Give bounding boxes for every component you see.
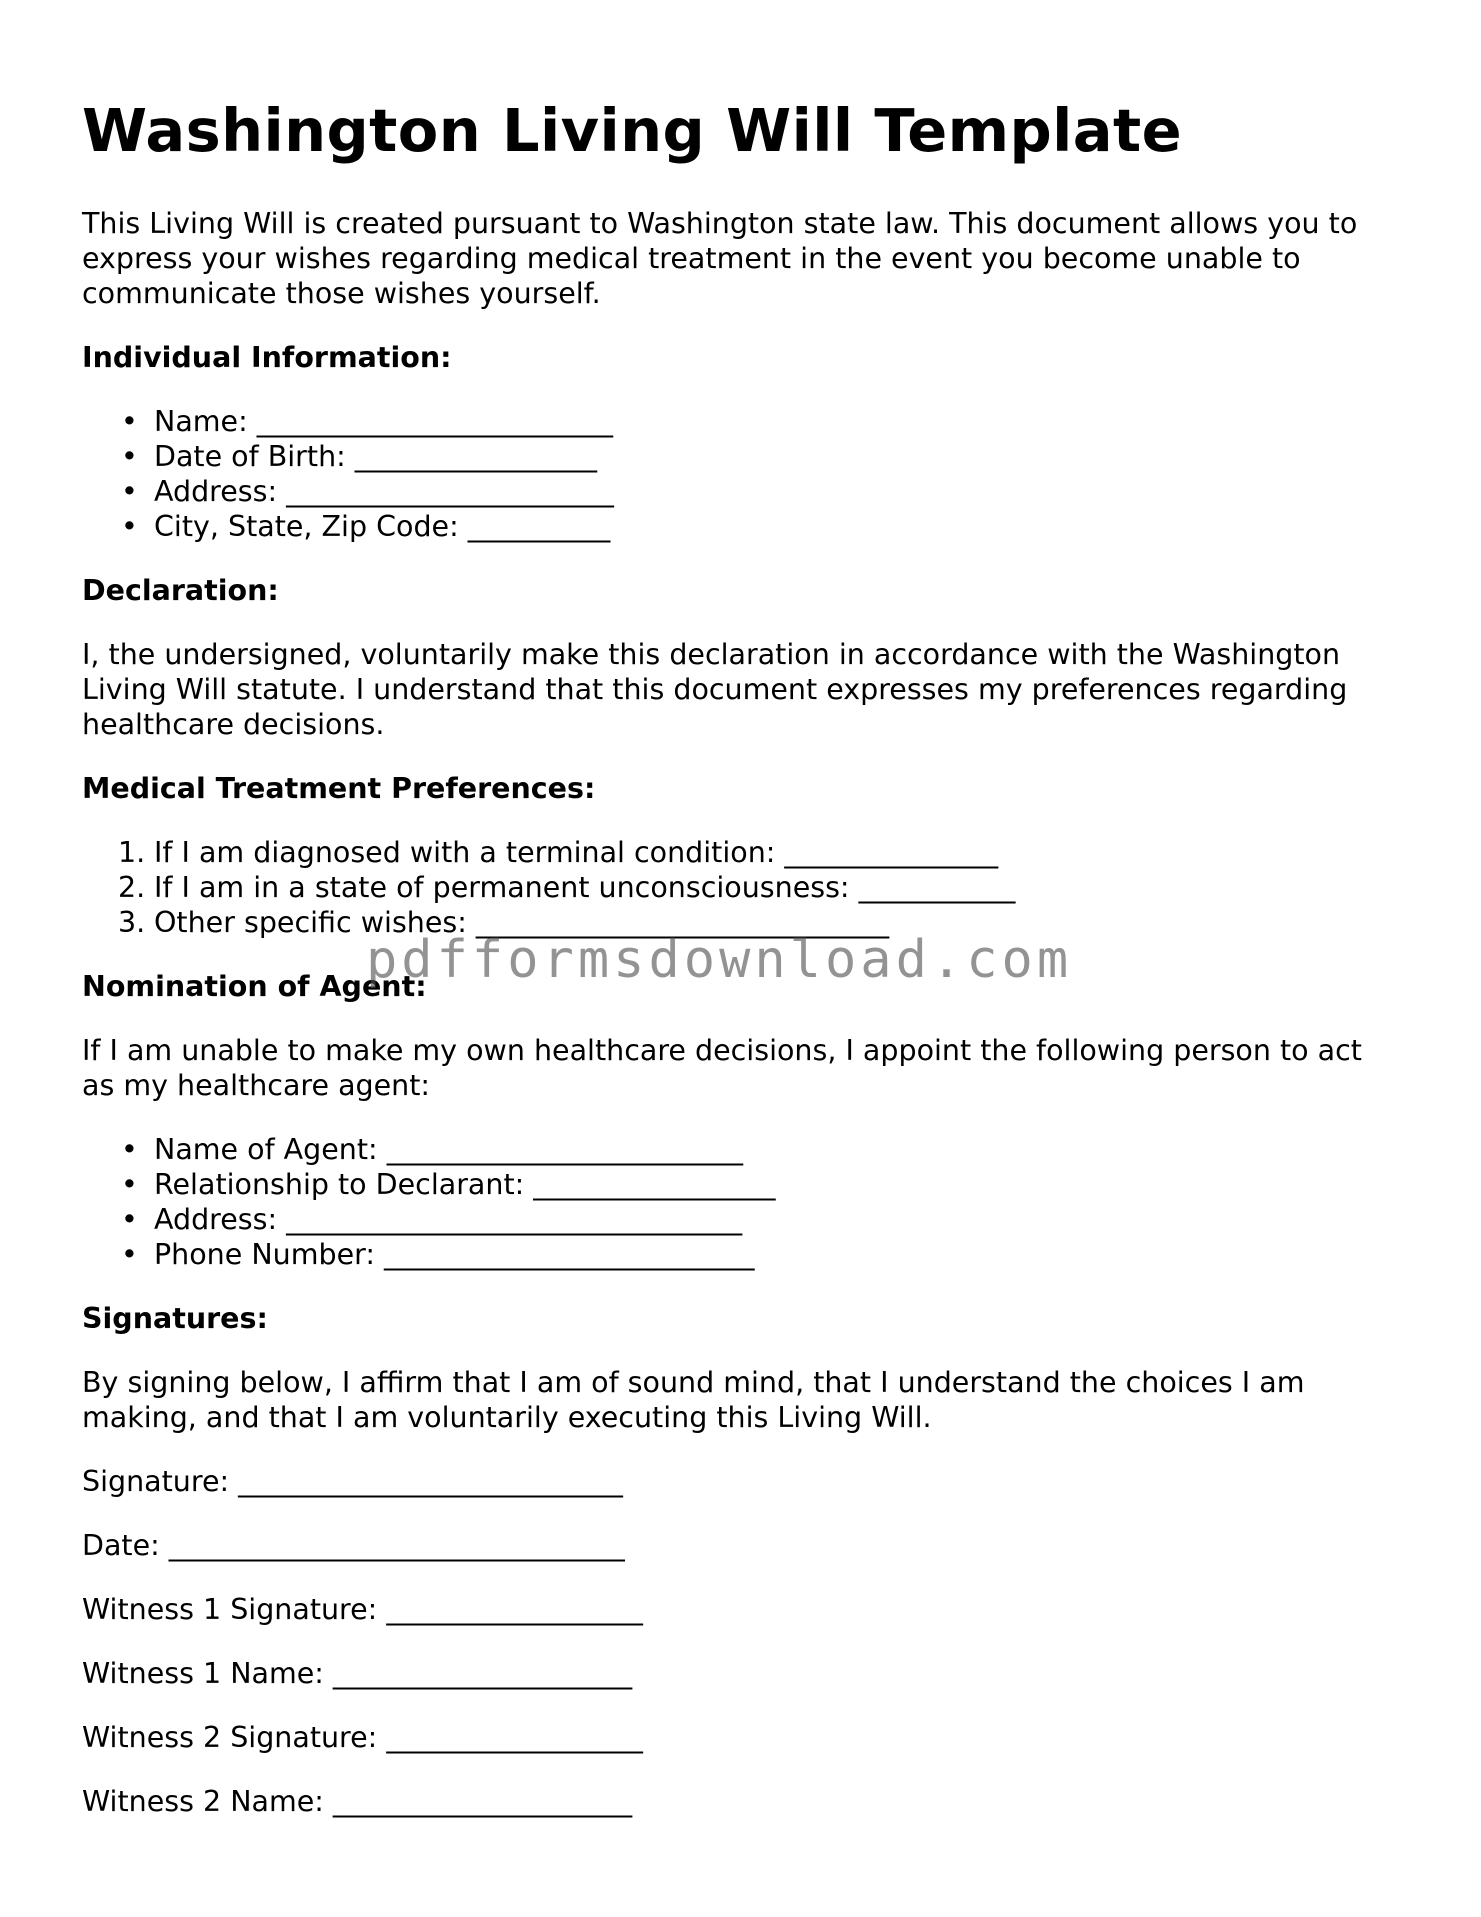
list-item: • Address: _______________________ — [121, 475, 614, 508]
agent-list — [82, 1132, 1402, 1272]
witness2-name-line: Witness 2 Name: _____________________ — [82, 1785, 633, 1818]
bullet-icon: • — [121, 405, 138, 438]
intro-paragraph: This Living Will is created pursuant to Washington state law. This document allows you to express your wishes regarding medical treatment in the event you become unable to communicate those wishes yourself. — [82, 207, 1358, 310]
watermark: pdfformsdownload.com — [366, 930, 1073, 990]
list-item: 3. Other specific wishes: _____________________________ — [118, 906, 890, 939]
page-title: Washington Living Will Template — [82, 96, 1183, 165]
witness1-signature-line: Witness 1 Signature: __________________ — [82, 1593, 643, 1626]
list-item: • Relationship to Declarant: _________________ — [121, 1168, 776, 1201]
witness2-signature-line: Witness 2 Signature: __________________ — [82, 1721, 643, 1754]
list-item: • Address: ________________________________ — [121, 1203, 743, 1236]
individual-list — [82, 404, 1402, 544]
signatures-paragraph: By signing below, I affirm that I am of sound mind, that I understand the choices I am making, and that I am voluntarily executing this Living Will. — [82, 1366, 1305, 1434]
document-page — [82, 96, 1402, 1819]
signature-line: Signature: ___________________________ — [82, 1465, 623, 1498]
list-item: • Date of Birth: _________________ — [121, 440, 598, 473]
signatures-heading: Signatures: — [82, 1302, 268, 1335]
list-item: 2. If I am in a state of permanent unconsciousness: ___________ — [118, 871, 1016, 904]
date-line: Date: ________________________________ — [82, 1529, 625, 1562]
bullet-icon: • — [121, 1238, 138, 1271]
list-item: • Phone Number: __________________________ — [121, 1238, 755, 1271]
agent-heading: Nomination of Agent: — [82, 970, 427, 1003]
declaration-heading: Declaration: — [82, 574, 279, 607]
bullet-icon: • — [121, 1133, 138, 1166]
medical-list — [82, 835, 1402, 940]
bullet-icon: • — [121, 510, 138, 543]
list-item: • Name: _________________________ — [121, 405, 613, 438]
bullet-icon: • — [121, 440, 138, 473]
individual-heading: Individual Information: — [82, 341, 452, 374]
bullet-icon: • — [121, 1203, 138, 1236]
witness1-name-line: Witness 1 Name: _____________________ — [82, 1657, 633, 1690]
bullet-icon: • — [121, 1168, 138, 1201]
agent-paragraph: If I am unable to make my own healthcare decisions, I appoint the following person to act as my healthcare agent: — [82, 1034, 1362, 1102]
list-item: • Name of Agent: _________________________ — [121, 1133, 743, 1166]
declaration-paragraph: I, the undersigned, voluntarily make this declaration in accordance with the Washington Living Will statute. I understand that this document expresses my preferences regarding healthcare decisions. — [82, 638, 1348, 741]
list-item: 1. If I am diagnosed with a terminal condition: _______________ — [118, 836, 999, 869]
medical-heading: Medical Treatment Preferences: — [82, 772, 596, 805]
list-item: • City, State, Zip Code: __________ — [121, 510, 611, 543]
bullet-icon: • — [121, 475, 138, 508]
